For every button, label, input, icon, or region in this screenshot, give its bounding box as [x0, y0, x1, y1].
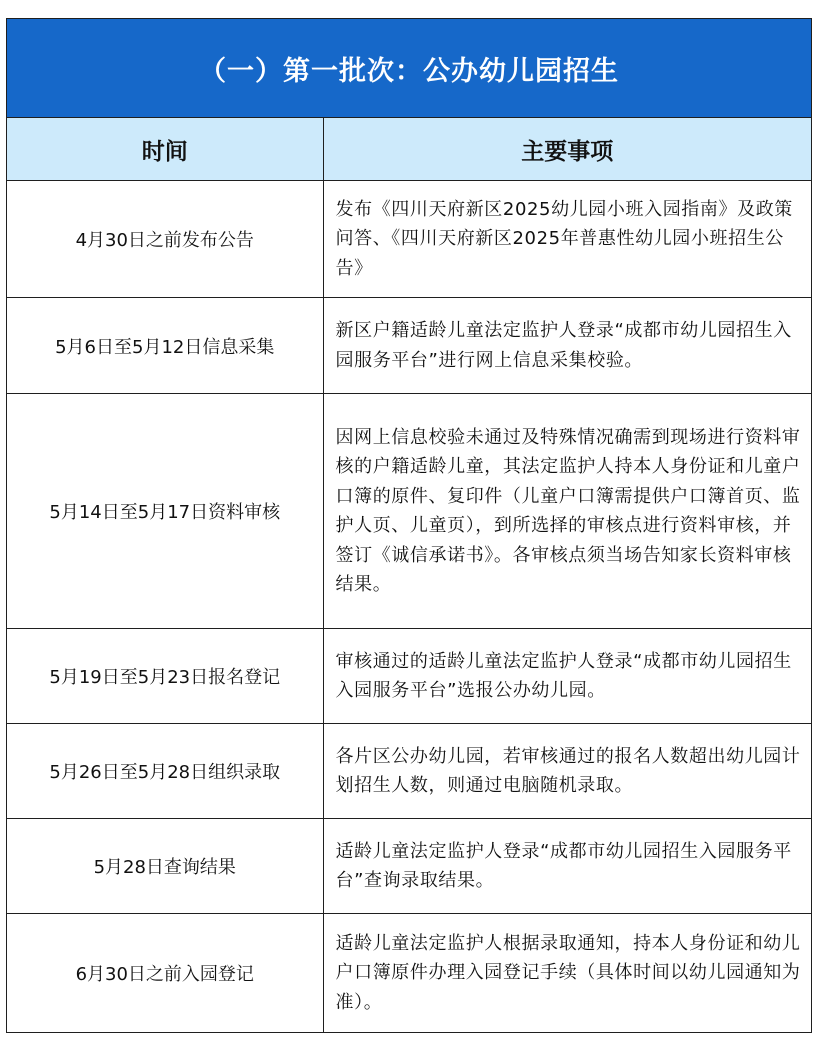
time-cell: 5月26日至5月28日组织录取	[7, 724, 323, 819]
table-row	[7, 298, 811, 394]
item-cell: 审核通过的适龄儿童法定监护人登录“成都市幼儿园招生入园服务平台”选报公办幼儿园。	[323, 629, 811, 724]
schedule-sheet	[6, 18, 812, 1033]
table-row	[7, 819, 811, 914]
item-cell: 各片区公办幼儿园，若审核通过的报名人数超出幼儿园计划招生人数，则通过电脑随机录取。	[323, 724, 811, 819]
table-row	[7, 724, 811, 819]
item-cell: 新区户籍适龄儿童法定监护人登录“成都市幼儿园招生入园服务平台”进行网上信息采集校验。	[323, 298, 811, 394]
time-cell: 4月30日之前发布公告	[75, 230, 254, 251]
item-cell: 适龄儿童法定监护人登录“成都市幼儿园招生入园服务平台”查询录取结果。	[323, 819, 811, 914]
table-row	[7, 629, 811, 724]
table-row	[7, 914, 811, 1032]
time-cell: 5月19日至5月23日报名登记	[7, 629, 323, 724]
schedule-table	[7, 118, 811, 1032]
time-cell: 6月30日之前入园登记	[7, 914, 323, 1032]
time-cell: 5月6日至5月12日信息采集	[7, 298, 323, 394]
table-row	[7, 181, 811, 298]
column-header-time: 时间	[7, 118, 323, 181]
item-cell: 发布《四川天府新区2025幼儿园小班入园指南》及政策问答、《四川天府新区2025年普惠性幼儿园小班招生公告》	[323, 181, 811, 298]
table-header-row	[7, 118, 811, 181]
section-title: （一）第一批次：公办幼儿园招生	[7, 19, 811, 118]
time-cell: 5月28日查询结果	[7, 819, 323, 914]
item-cell: 因网上信息校验未通过及特殊情况确需到现场进行资料审核的户籍适龄儿童，其法定监护人持本人身份证和儿童户口簿的原件、复印件（儿童户口簿需提供户口簿首页、监护人页、儿童页），到所选择的审核点进行资料审核，并签订《诚信承诺书》。各审核点须当场告知家长资料审核结果。	[323, 394, 811, 629]
column-header-item: 主要事项	[323, 118, 811, 181]
item-cell: 适龄儿童法定监护人根据录取通知，持本人身份证和幼儿户口簿原件办理入园登记手续（具体时间以幼儿园通知为准）。	[323, 914, 811, 1032]
time-cell: 5月14日至5月17日资料审核	[7, 394, 323, 629]
table-row	[7, 394, 811, 629]
